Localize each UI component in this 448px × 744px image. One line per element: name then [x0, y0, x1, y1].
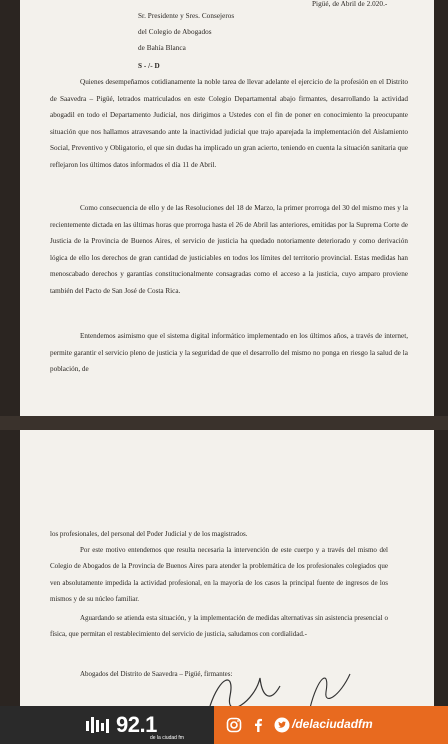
address-line-3: de Bahía Blanca [138, 44, 186, 52]
twitter-icon[interactable] [274, 717, 290, 733]
paragraph-5: Por este motivo entendemos que resulta necesaria la intervención de este cuerpo y a través del mismo del Colegio de Abogados de la Provincia de Buenos Aires para atender la problemática de los profesionales colegiados que ven absolutamente impedida la actividad profesional, en la mayoría de los casos la principal fuente de ingresos de los mismos y de su núcleo familiar. [50, 546, 388, 604]
instagram-icon[interactable] [226, 717, 242, 733]
page-separator [0, 416, 448, 430]
handwritten-signature [200, 666, 370, 710]
logo-subtitle: de la ciudad fm [150, 735, 184, 741]
paragraph-3: Entendemos asimismo que el sistema digital informático implementado en los últimos años, a través de internet, permite garantir el servicio pleno de justicia y la seguridad de que el desarrollo del mismo no ponga en riesgo la salud de la población, de [50, 332, 408, 374]
address-line-2: del Colegio de Abogados [138, 28, 212, 36]
paragraph-6: Aguardando se atienda esta situación, y la implementación de medidas alternativas sin asistencia presencial o física, que permitan el restablecimiento del servicio de justicia, saludamos con cordialidad.- [50, 614, 388, 639]
salutation: S - /- D [138, 62, 160, 70]
social-handle[interactable]: /delaciudadfm [292, 717, 373, 731]
document-page-2 [20, 430, 434, 706]
sound-wave-icon [84, 715, 114, 735]
station-logo [0, 706, 214, 744]
footer-bar [0, 706, 448, 744]
address-line-1: Sr. Presidente y Sres. Consejeros [138, 12, 235, 20]
paragraph-4: los profesionales, del personal del Poder Judicial y de los magistrados. [50, 530, 248, 538]
paragraph-1: Quienes desempeñamos cotidianamente la noble tarea de llevar adelante el ejercicio de la profesión en el Distrito de Saavedra – Pigüé, letrados matriculados en este Colegio Departamental abajo firmantes, desarrollando la actividad abogadil en todo el Departamento Judicial, nos dirigimos a Ustedes con el fin de poner en conocimiento la preocupante situación que nos hallamos atravesando ante la inactividad judicial que trajo aparejada la implementación del Aislamiento Social, Preventivo y Obligatorio, el que sin dudas ha implicado un gran acierto, teniendo en cuenta la situación sanitaria que reflejaron los últimos datos informados el día 11 de Abril. [50, 78, 408, 169]
signers-line: Abogados del Distrito de Saavedra – Pigüé, firmantes: [80, 670, 233, 678]
paragraph-2: Como consecuencia de ello y de las Resoluciones del 18 de Marzo, la primer prorroga del 30 del mismo mes y la recientemente dictada en las últimas horas que prorroga hasta el 26 de Abril las anteriores, emitidas por la Suprema Corte de Justicia de la Provincia de Buenos Aires, el servicio de justicia ha quedado notoriamente deteriorado y como derivación lógica de ello los derechos de gran cantidad de justiciables en todos los límites del territorio provincial. Estas medidas han menoscabado derechos y garantías constitucionalmente consagradas como el acceso a la justicia, cuyo amparo proviene también del Pacto de San José de Costa Rica. [50, 204, 408, 295]
place-date: Pigüé, de Abril de 2.020.- [312, 0, 388, 8]
facebook-icon[interactable] [250, 717, 266, 733]
logo-frequency: 92.1 [116, 712, 157, 737]
document-page-1 [20, 0, 434, 416]
